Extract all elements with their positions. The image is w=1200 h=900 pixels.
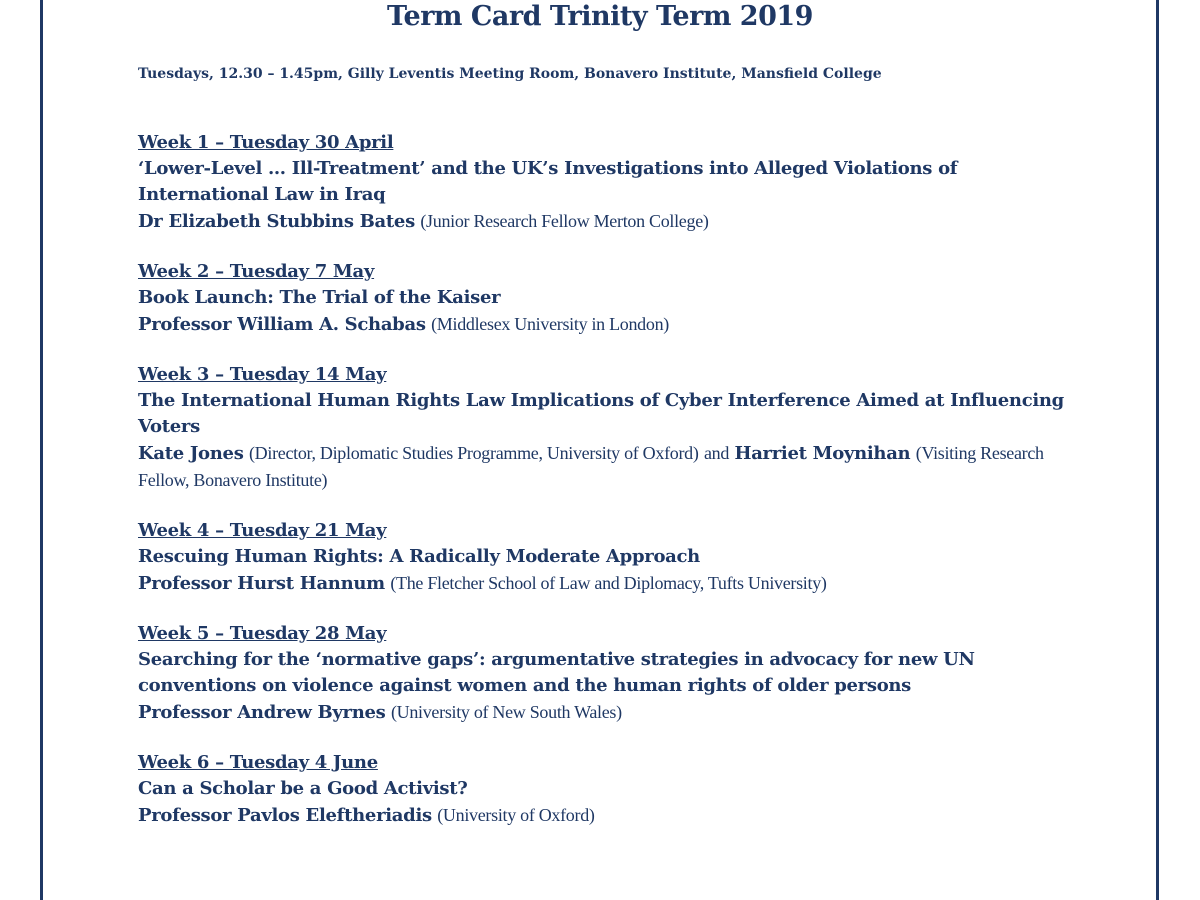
speaker-affiliation: (Middlesex University in London)	[431, 314, 669, 334]
week-heading: Week 4 – Tuesday 21 May	[138, 520, 387, 541]
week-5-entry	[138, 621, 1078, 726]
speaker-affiliation: (Junior Research Fellow Merton College)	[420, 211, 709, 231]
speaker-line	[138, 208, 1078, 235]
week-3-entry	[138, 362, 1078, 494]
speaker-line	[138, 311, 1078, 338]
talk-title: ‘Lower-Level … Ill-Treatment’ and the UK’s Investigations into Alleged Violations of International Law in Iraq	[138, 158, 958, 205]
week-heading: Week 5 – Tuesday 28 May	[138, 623, 387, 644]
week-heading: Week 3 – Tuesday 14 May	[138, 364, 387, 385]
speaker-affiliation: (The Fletcher School of Law and Diplomacy, Tufts University)	[390, 573, 827, 593]
speaker-affiliation: (University of Oxford)	[437, 805, 595, 825]
week-list	[138, 130, 1078, 853]
schedule-info: Tuesdays, 12.30 – 1.45pm, Gilly Leventis Meeting Room, Bonavero Institute, Mansfield College	[138, 66, 882, 82]
page-border-right	[1156, 0, 1159, 900]
speaker-affiliation: (University of New South Wales)	[390, 702, 622, 722]
speaker-affiliation: (Visiting Research Fellow, Bonavero Institute)	[138, 443, 1044, 490]
speaker-name: Professor Andrew Byrnes	[138, 702, 386, 723]
speaker-name: Professor Hurst Hannum	[138, 573, 385, 594]
talk-title: Searching for the ‘normative gaps’: argumentative strategies in advocacy for new UN conventions on violence against women and the human rights of older persons	[138, 649, 975, 696]
week-heading: Week 1 – Tuesday 30 April	[138, 132, 394, 153]
week-6-entry	[138, 750, 1078, 829]
speaker-name: Kate Jones	[138, 443, 244, 464]
speaker-line	[138, 440, 1078, 494]
page-title: Term Card Trinity Term 2019	[387, 1, 813, 32]
speaker-line	[138, 802, 1078, 829]
week-1-entry	[138, 130, 1078, 235]
talk-title: Rescuing Human Rights: A Radically Moderate Approach	[138, 546, 700, 567]
speaker-affiliation: (Director, Diplomatic Studies Programme, University of Oxford)	[248, 443, 699, 463]
speaker-name: Professor Pavlos Eleftheriadis	[138, 805, 432, 826]
talk-title: Can a Scholar be a Good Activist?	[138, 778, 468, 799]
speaker-name: Harriet Moynihan	[734, 443, 911, 464]
speaker-line	[138, 699, 1078, 726]
week-heading: Week 2 – Tuesday 7 May	[138, 261, 375, 282]
week-heading: Week 6 – Tuesday 4 June	[138, 752, 378, 773]
speaker-joiner: and	[703, 443, 730, 463]
talk-title: The International Human Rights Law Implications of Cyber Interference Aimed at Influencing Voters	[138, 390, 1064, 437]
speaker-name: Dr Elizabeth Stubbins Bates	[138, 211, 415, 232]
speaker-name: Professor William A. Schabas	[138, 314, 426, 335]
speaker-line	[138, 570, 1078, 597]
week-4-entry	[138, 518, 1078, 597]
page-border-left	[40, 0, 43, 900]
week-2-entry	[138, 259, 1078, 338]
talk-title: Book Launch: The Trial of the Kaiser	[138, 287, 501, 308]
